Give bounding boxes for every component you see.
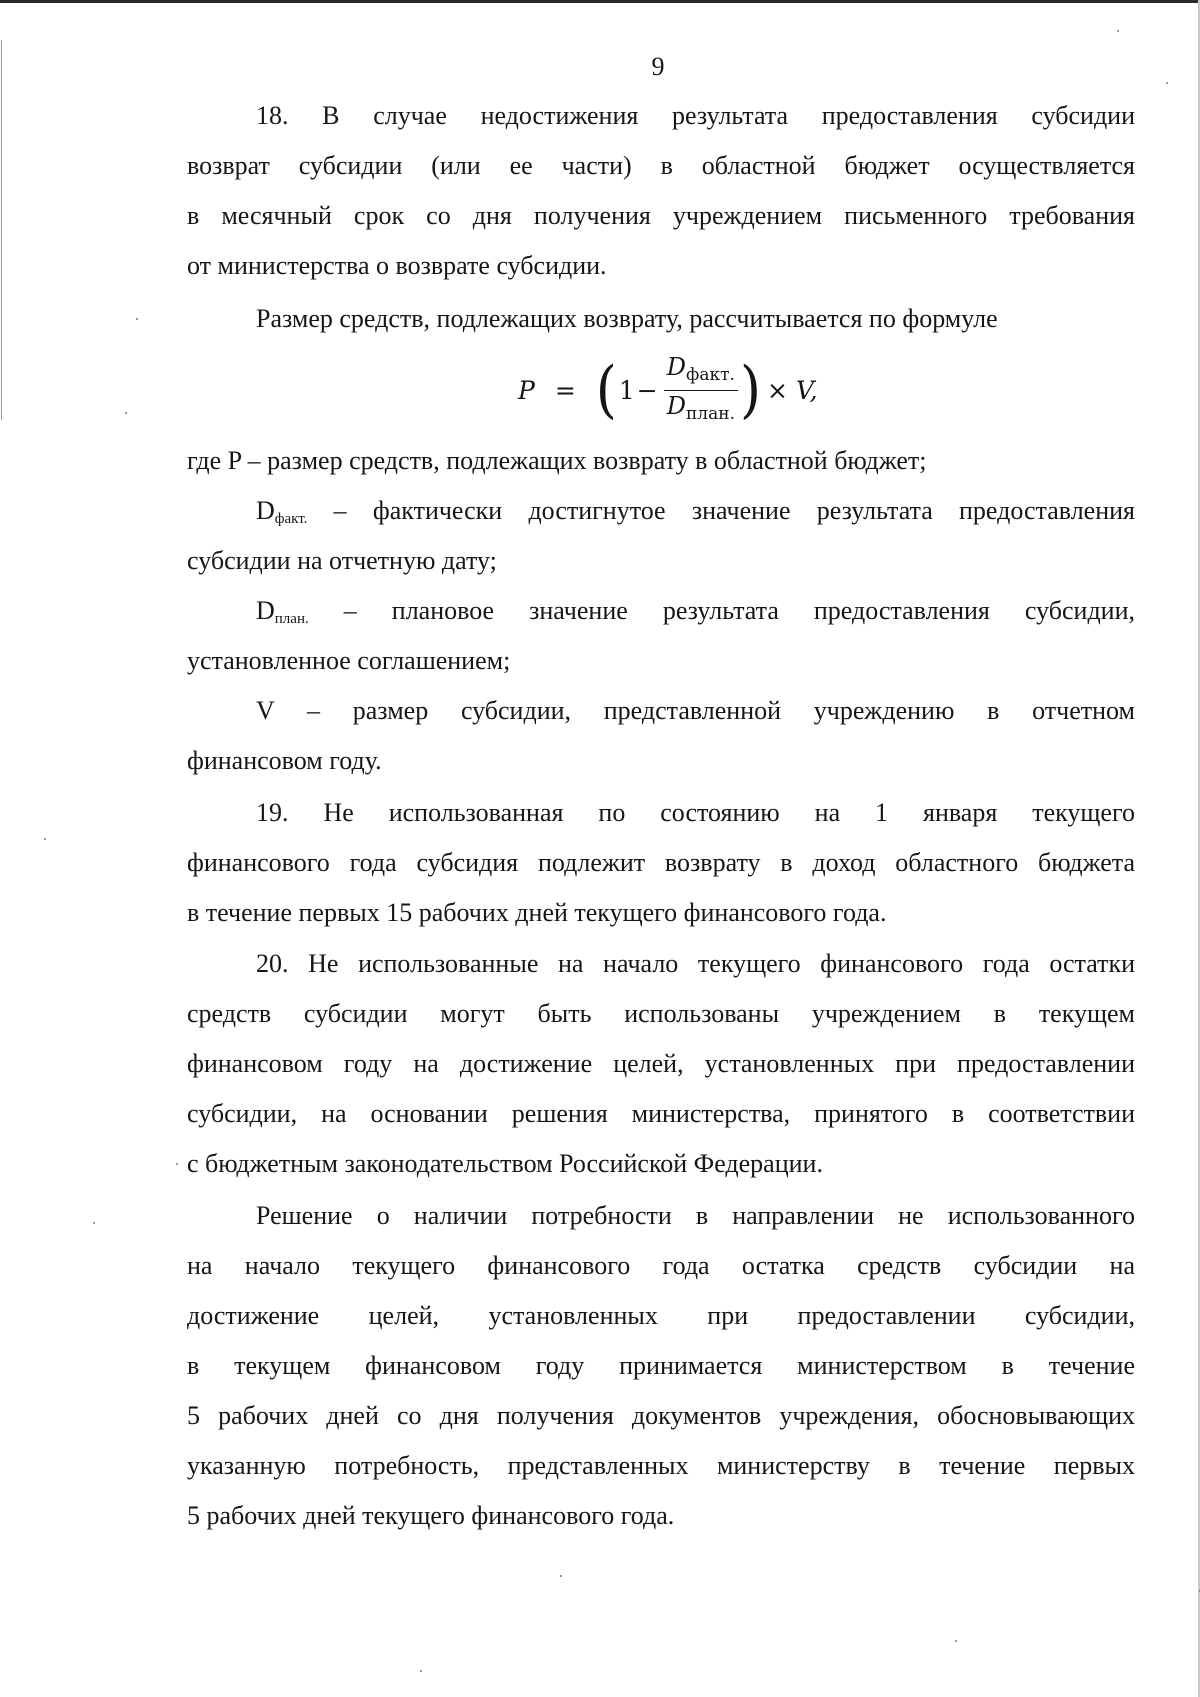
d-plan-symbol [256,596,309,625]
paragraph-18-line-3: в месячный срок со дня получения учреждением письменного требования [187,201,1135,230]
scan-speck [176,1163,178,1165]
d-plan-text: – плановое значение результата предоставления субсидии, [343,596,1135,625]
paragraph-20-line-3: финансовом году на достижение целей, установленных при предоставлении [187,1049,1135,1078]
scan-speck [1166,82,1168,84]
scan-speck [93,1222,95,1224]
d-fact-symbol [256,496,307,525]
decision-line-2: на начало текущего финансового года остатка средств субсидии на [187,1251,1135,1280]
scan-edge-left [1,40,2,420]
scan-speck [125,412,127,414]
decision-line-7: 5 рабочих дней текущего финансового года. [187,1501,675,1530]
formula-numerator [664,352,738,391]
paragraph-20-line-4: субсидии, на основании решения министерства, принятого в соответствии [187,1099,1135,1128]
formula-minus: − [636,375,658,405]
d-fact-text: – фактически достигнутое значение результата предоставления [333,496,1135,525]
scan-speck [44,838,46,840]
scan-speck [420,1670,422,1672]
paragraph-20-line-2: средств субсидии могут быть использованы учреждением в текущем [187,999,1135,1028]
formula-denominator-sub: план. [685,403,735,424]
formula-open-paren: ( [595,353,617,426]
formula-fraction [664,352,738,429]
paragraph-19-line-1: 19. Не использованная по состоянию на 1 января текущего [256,798,1135,827]
formula-equals: = [554,375,576,405]
paragraph-18-line-4: от министерства о возврате субсидии. [187,251,607,280]
decision-line-6: указанную потребность, представленных министерству в течение первых [187,1451,1135,1480]
paragraph-18-line-1: 18. В случае недостижения результата предоставления субсидии [256,101,1135,130]
scan-speck [1117,30,1119,32]
refund-formula [518,350,818,430]
scan-speck [955,1640,957,1642]
scan-edge-top [0,0,1200,3]
formula-denominator [664,391,738,429]
definition-p: где P – размер средств, подлежащих возврату в областной бюджет; [187,446,927,475]
formula-lhs: P [518,375,535,405]
definition-v-line-2: финансовом году. [187,746,382,775]
formula-close-paren: ) [739,353,762,426]
d-fact-base: D [256,496,275,525]
definition-d-fact-line-1 [256,494,1135,536]
definition-v-line-1: V – размер субсидии, представленной учреждению в отчетном [256,696,1135,725]
paragraph-18-line-2: возврат субсидии (или ее части) в областной бюджет осуществляется [187,151,1135,180]
page-number: 9 [651,52,665,81]
definition-d-fact-line-2: субсидии на отчетную дату; [187,546,497,575]
paragraph-20-line-5: с бюджетным законодательством Российской Федерации. [187,1149,823,1178]
d-plan-sub: план. [274,611,309,627]
definition-d-plan-line-1 [256,594,1135,636]
definition-d-plan-line-2: установленное соглашением; [187,646,511,675]
formula-intro: Размер средств, подлежащих возврату, рассчитывается по формуле [256,304,998,333]
formula-times: × [767,375,788,405]
d-fact-sub: факт. [274,511,308,527]
decision-line-5: 5 рабочих дней со дня получения документов учреждения, обосновывающих [187,1401,1135,1430]
paragraph-20-line-1: 20. Не использованные на начало текущего финансового года остатки [256,949,1135,978]
formula-one: 1 [618,375,635,405]
formula-denominator-base: D [666,391,686,420]
decision-line-4: в текущем финансовом году принимается министерством в течение [187,1351,1135,1380]
paragraph-19-line-2: финансового года субсидия подлежит возврату в доход областного бюджета [187,848,1135,877]
decision-line-1: Решение о наличии потребности в направлении не использованного [256,1201,1135,1230]
formula-numerator-base: D [666,352,687,381]
decision-line-3: достижение целей, установленных при предоставлении субсидии, [187,1301,1135,1330]
formula-numerator-sub: факт. [686,364,735,385]
formula-rhs: V, [796,375,818,405]
paragraph-19-line-3: в течение первых 15 рабочих дней текущего финансового года. [187,898,887,927]
d-plan-base: D [256,596,275,625]
scan-speck [560,1575,562,1577]
scan-speck [136,318,138,320]
